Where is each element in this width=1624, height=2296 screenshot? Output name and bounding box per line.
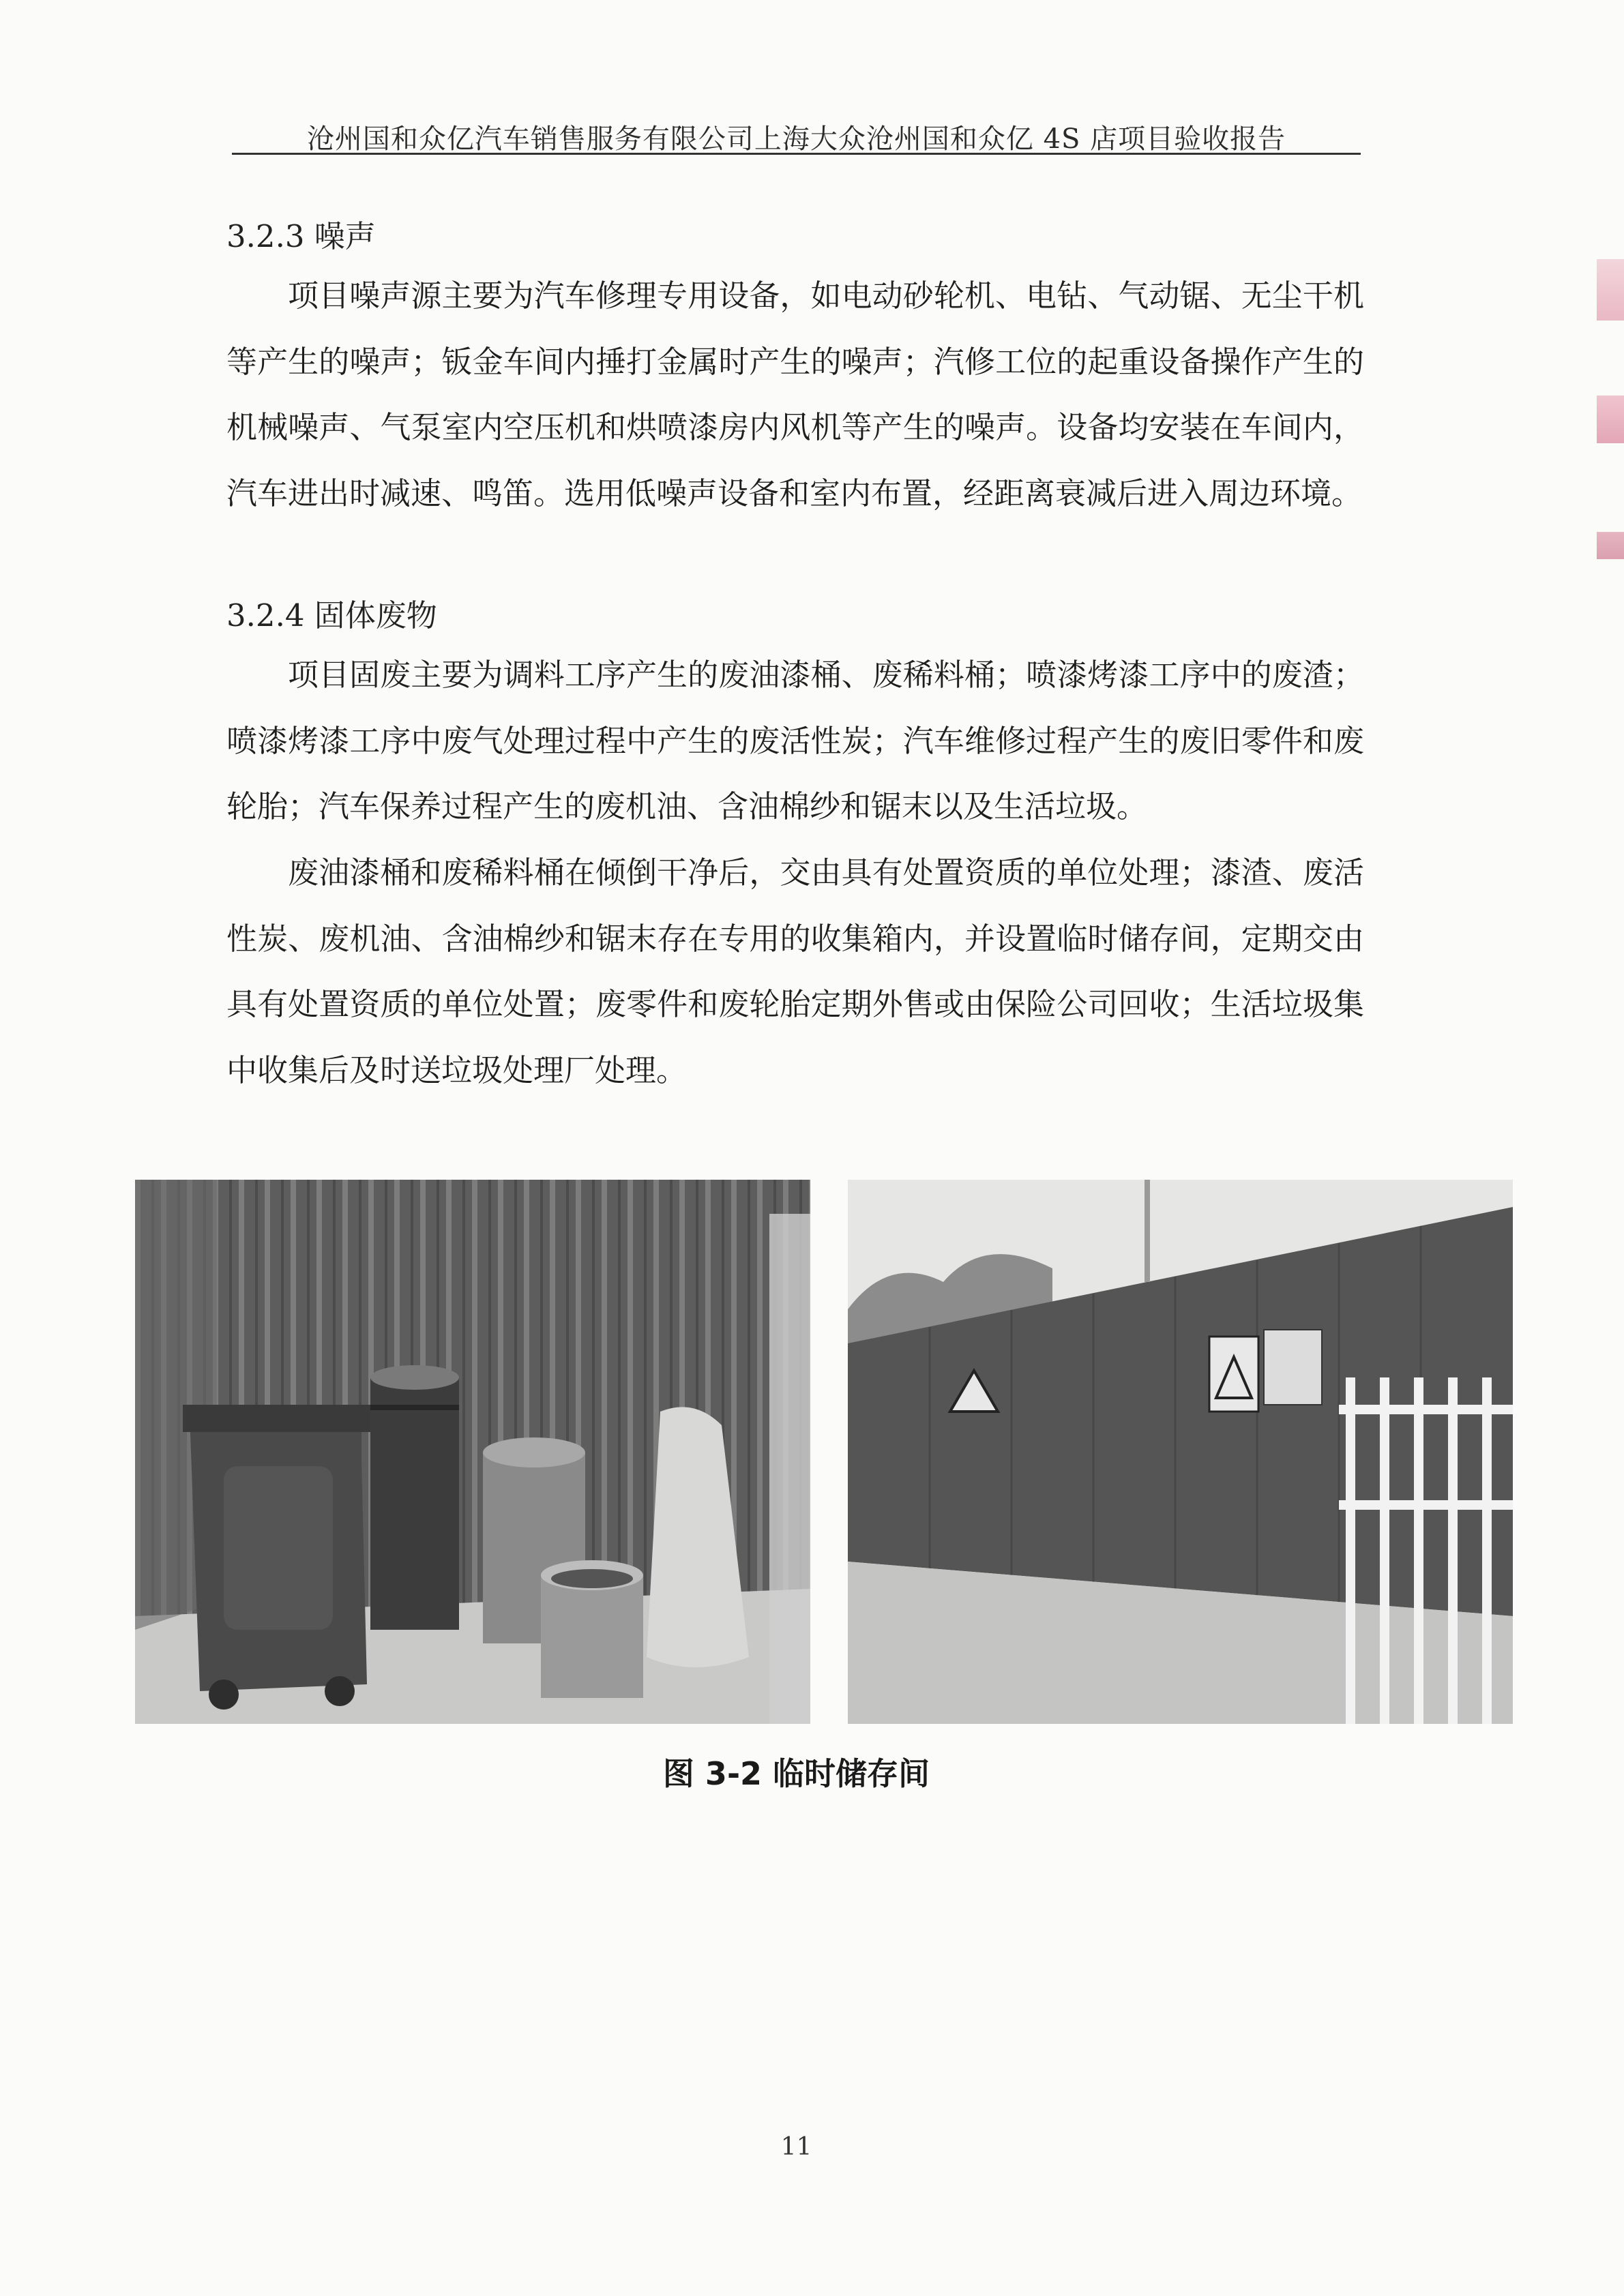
edge-stamp-mark xyxy=(1597,396,1624,443)
figure-caption: 图 3-2 临时储存间 xyxy=(662,1755,930,1792)
edge-stamp-mark xyxy=(1597,259,1624,320)
section-heading-solid-waste: 3.2.4 固体废物 xyxy=(226,597,437,633)
edge-stamp-mark xyxy=(1597,532,1624,559)
paragraph-solid-waste-disposal: 废油漆桶和废稀料桶在倾倒干净后，交由具有处置资质的单位处理；漆渣、废活性炭、废机油、含油棉纱和锯末存在专用的收集箱内，并设置临时储存间，定期交由具有处置资质的单位处置；废零件和废轮胎定期外售或由保险公司回收；生活垃圾集中收集后及时送垃圾处理厂处理。 xyxy=(226,854,1364,1089)
paragraph-solid-waste-sources: 项目固废主要为调料工序产生的废油漆桶、废稀料桶；喷漆烤漆工序中的废渣；喷漆烤漆工序中废气处理过程中产生的废活性炭；汽车维修过程产生的废旧零件和废轮胎；汽车保养过程产生的废机油、含油棉纱和锯末以及生活垃圾。 xyxy=(226,657,1364,825)
page-number: 11 xyxy=(780,2133,812,2161)
section-heading-noise: 3.2.3 噪声 xyxy=(226,218,376,254)
storage-room-exterior-photo xyxy=(848,1180,1513,1724)
header-rule xyxy=(232,153,1361,155)
running-header: 沧州国和众亿汽车销售服务有限公司上海大众沧州国和众亿 4S 店项目验收报告 xyxy=(306,123,1286,155)
paragraph-noise: 项目噪声源主要为汽车修理专用设备，如电动砂轮机、电钻、气动锯、无尘干机等产生的噪声；钣金车间内捶打金属时产生的噪声；汽修工位的起重设备操作产生的机械噪声、气泵室内空压机和烘喷漆房内风机等产生的噪声。设备均安装在车间内，汽车进出时减速、鸣笛。选用低噪声设备和室内布置，经距离衰减后进入周边环境。 xyxy=(226,278,1364,512)
storage-room-interior-photo xyxy=(135,1180,810,1724)
